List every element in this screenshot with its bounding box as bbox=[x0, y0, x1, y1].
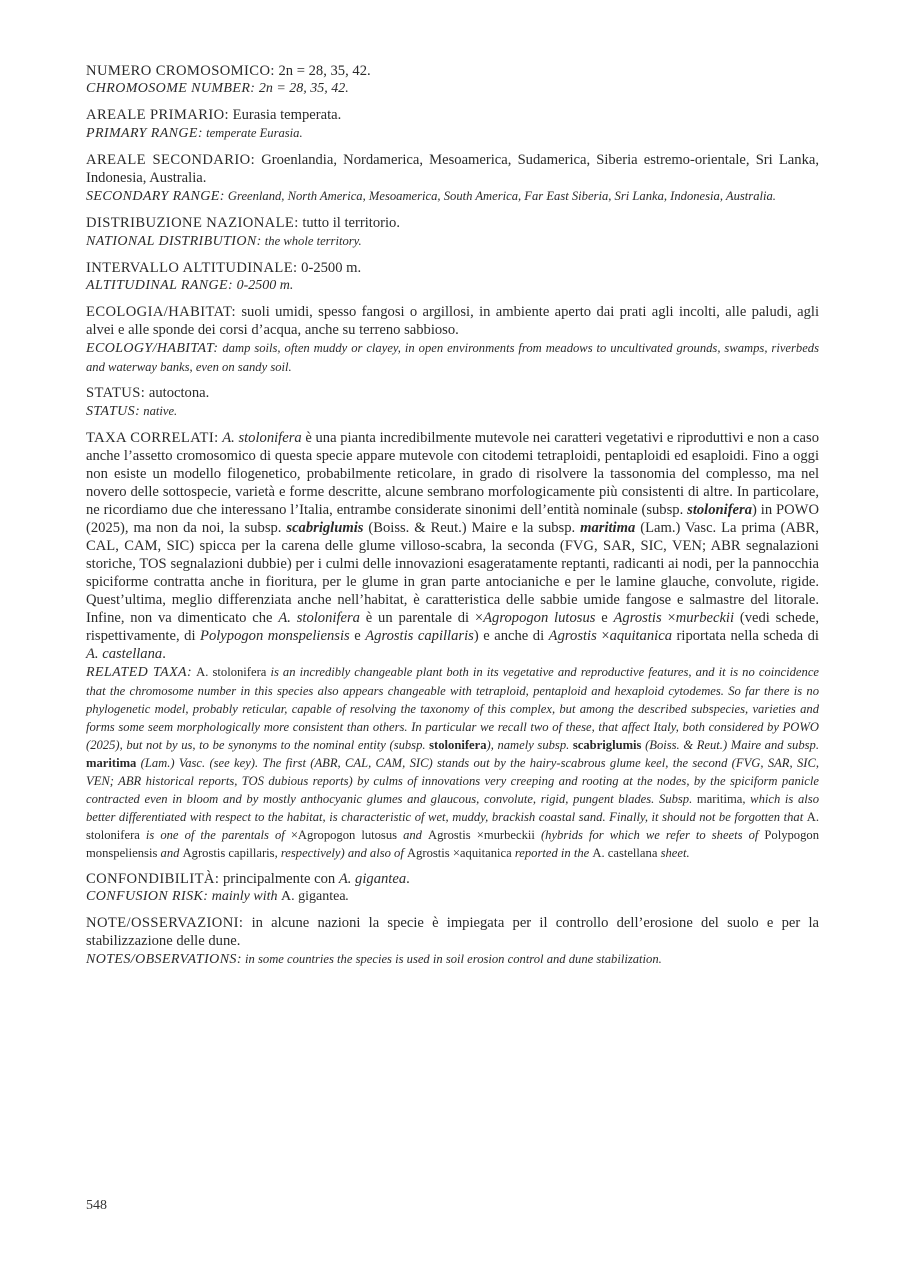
confusion-section bbox=[86, 870, 819, 906]
secondary-it-label: AREALE SECONDARIO: bbox=[86, 152, 256, 168]
related-taxa-en-run: Agrostis ×aquitanica bbox=[407, 846, 512, 860]
confusion-en-label: CONFUSION RISK: bbox=[86, 889, 209, 904]
status-en-text: native. bbox=[140, 404, 178, 418]
related-taxa-it-run: (vedi schede, rispettivamente, di bbox=[86, 610, 819, 644]
related-taxa-it-run: ) in POWO (2025), ma non da noi, la subsp. bbox=[86, 502, 819, 536]
related-taxa-en-run: (Boiss. & Reut.) Maire and subsp. bbox=[641, 738, 819, 752]
related-taxa-it-run: A. castellana bbox=[86, 646, 163, 662]
confusion-it bbox=[86, 870, 819, 888]
related-taxa-it-run: × bbox=[661, 610, 676, 626]
chromosome-en-text: 2n = 28, 35, 42. bbox=[255, 81, 349, 96]
national-it-label: DISTRIBUZIONE NAZIONALE: bbox=[86, 215, 299, 231]
status-en bbox=[86, 402, 819, 421]
notes-en-label: NOTES/OBSERVATIONS: bbox=[86, 952, 242, 967]
related-taxa-it-run: è un parentale di × bbox=[359, 610, 484, 626]
related-taxa-it-run: maritima bbox=[580, 520, 636, 536]
altitude-en-label: ALTITUDINAL RANGE: bbox=[86, 278, 234, 293]
primary-it bbox=[86, 106, 819, 124]
related-taxa-en-run: Agrostis capillaris bbox=[182, 846, 275, 860]
confusion-it-text: principalmente con bbox=[219, 871, 339, 887]
chromosome-it-label: NUMERO CROMOSOMICO: bbox=[86, 63, 275, 79]
notes-en-text: in some countries the species is used in soil erosion control and dune stabilization. bbox=[241, 952, 662, 966]
related-taxa-it-run: ) e anche di bbox=[473, 628, 549, 644]
related-taxa-en-run: maritima bbox=[86, 756, 137, 770]
related-taxa-en-run: and bbox=[157, 846, 183, 860]
related-taxa-en-run: Agrostis ×murbeckii bbox=[428, 828, 535, 842]
ecology-en-text: damp soils, often muddy or clayey, in open environments from meadows to uncultivated grounds, swamps, riverbeds and waterway banks, even on sandy soil. bbox=[86, 341, 819, 374]
related-taxa-en-run: ), namely subsp. bbox=[486, 738, 573, 752]
national-en-label: NATIONAL DISTRIBUTION: bbox=[86, 234, 262, 249]
ecology-it-text: suoli umidi, spesso fangosi o argillosi, in ambiente aperto dai prati agli incolti, alle paludi, agli alvei e alle sponde dei corsi d’acqua, anche su terreno sabbioso. bbox=[86, 304, 819, 338]
secondary-en-label: SECONDARY RANGE: bbox=[86, 189, 225, 204]
ecology-it bbox=[86, 303, 819, 339]
related-taxa-it-run: scabriglumis bbox=[286, 520, 364, 536]
related-taxa-en-run: and bbox=[397, 828, 429, 842]
related-taxa-it-run: Agrostis bbox=[613, 610, 662, 626]
related-taxa-it-run: è una pianta incredibilmente mutevole nei caratteri vegetativi e riproduttivi e non a caso anche l’assetto cromosomico di questa specie appare mutevole con citodemi tetraploidi, pentaploidi ed esaploidi. Fino a oggi non esiste un modello filogenetico, probabilmente reticolare, in grado di risolvere la tassonomia del complesso, ma nel novero delle sottospecie, varietà e forme descritte, alcune sembrano morfologicamente più consistenti di altre. In particolare, ne ricordiamo due che interessano l’Italia, entrambe considerate sinonimi dell’entità nominale (subsp. bbox=[86, 430, 819, 518]
related-taxa-it-run: × bbox=[596, 628, 610, 644]
national-it-text: tutto il territorio. bbox=[298, 215, 401, 231]
related-taxa-it-run: Polypogon monspeliensis bbox=[200, 628, 350, 644]
altitude-it bbox=[86, 259, 819, 277]
national-distribution-section bbox=[86, 214, 819, 251]
primary-en-text: temperate Eurasia. bbox=[202, 126, 303, 140]
status-en-label: STATUS: bbox=[86, 404, 141, 419]
secondary-en bbox=[86, 187, 819, 206]
related-taxa-en-run: (Lam.) Vasc. (see key). The first (ABR, CAL, CAM, SIC) stands out by the hairy-scabrous glume keel, the second (FVG, SAR, SIC, VEN; ABR historical reports, TOS dubious reports) by culms of innovations very creeping and rooting at the nodes, by the spiciform panicle contracted even in bloom and by mostly anthocyanic glumes and glaucous, convolute, rigid, pungent blades. Subsp. bbox=[86, 756, 819, 806]
confusion-it-end: . bbox=[406, 871, 410, 887]
secondary-range-section bbox=[86, 151, 819, 206]
related-taxa-it-run: (Boiss. & Reut.) Maire e la subsp. bbox=[363, 520, 581, 536]
altitude-section bbox=[86, 259, 819, 295]
confusion-it-label: CONFONDIBILITÀ: bbox=[86, 871, 220, 887]
altitude-en-text: 0-2500 m. bbox=[233, 278, 294, 293]
related-taxa-it bbox=[86, 429, 819, 663]
related-taxa-it-run: e bbox=[595, 610, 614, 626]
ecology-it-label: ECOLOGIA/HABITAT: bbox=[86, 304, 237, 320]
national-en bbox=[86, 232, 819, 251]
confusion-en-end: . bbox=[345, 889, 350, 904]
confusion-en-text: mainly with bbox=[208, 889, 282, 904]
related-taxa-it-run: aquitanica bbox=[609, 628, 672, 644]
related-taxa-en-run: maritima bbox=[696, 792, 743, 806]
related-taxa-it-run: A. stolonifera bbox=[278, 610, 360, 626]
status-it bbox=[86, 384, 819, 402]
ecology-section bbox=[86, 303, 819, 376]
notes-it-text: in alcune nazioni la specie è impiegata per il controllo dell’erosione del suolo e per la stabilizzazione delle dune. bbox=[86, 915, 819, 949]
related-taxa-it-run: Agrostis capillaris bbox=[365, 628, 474, 644]
page-content bbox=[86, 62, 819, 977]
related-taxa-section bbox=[86, 429, 819, 862]
altitude-en bbox=[86, 277, 819, 295]
altitude-it-text: 0-2500 m. bbox=[297, 260, 362, 276]
related-taxa-en-run: A. castellana bbox=[592, 846, 658, 860]
related-taxa-en-run: sheet. bbox=[657, 846, 690, 860]
related-taxa-it-run: riportata nella scheda di bbox=[672, 628, 819, 644]
related-taxa-en-run: , respectively) and also of bbox=[274, 846, 407, 860]
secondary-en-text: Greenland, North America, Mesoamerica, South America, Far East Siberia, Sri Lanka, Indonesia, Australia. bbox=[224, 189, 776, 203]
related-taxa-it-run: TAXA CORRELATI: bbox=[86, 430, 219, 446]
related-taxa-en-run: A. stolonifera bbox=[196, 665, 267, 679]
primary-range-section bbox=[86, 106, 819, 143]
related-taxa-en-run: stolonifera bbox=[429, 738, 487, 752]
status-it-label: STATUS: bbox=[86, 385, 146, 401]
related-taxa-en bbox=[86, 663, 819, 862]
related-taxa-it-run: A. stolonifera bbox=[222, 430, 302, 446]
chromosome-section bbox=[86, 62, 819, 98]
chromosome-it-text: 2n = 28, 35, 42. bbox=[274, 63, 371, 79]
notes-it-label: NOTE/OSSERVAZIONI: bbox=[86, 915, 244, 931]
related-taxa-it-run: Agropogon lutosus bbox=[483, 610, 596, 626]
confusion-en bbox=[86, 888, 819, 906]
primary-it-text: Eurasia temperata. bbox=[229, 107, 342, 123]
ecology-en-label: ECOLOGY/HABITAT: bbox=[86, 341, 219, 356]
related-taxa-en-run: Polypogon monspeliensis bbox=[86, 828, 819, 860]
related-taxa-en-run: reported in the bbox=[511, 846, 593, 860]
notes-section bbox=[86, 914, 819, 969]
related-taxa-en-run: , which is also better differentiated with respect to the habitat, is characteristic of wet, muddy, brackish coastal sand. Finally, it should not be forgotten that bbox=[86, 792, 819, 824]
related-taxa-it-run: Agrostis bbox=[548, 628, 597, 644]
chromosome-en-label: CHROMOSOME NUMBER: bbox=[86, 81, 256, 96]
related-taxa-en-run: is one of the parentals of bbox=[139, 828, 291, 842]
primary-it-label: AREALE PRIMARIO: bbox=[86, 107, 230, 123]
page-number: 548 bbox=[86, 1198, 107, 1213]
national-it bbox=[86, 214, 819, 232]
chromosome-en bbox=[86, 80, 819, 98]
related-taxa-en-run: scabriglumis bbox=[572, 738, 642, 752]
related-taxa-it-run: stolonifera bbox=[687, 502, 753, 518]
related-taxa-en-run: (hybrids for which we refer to sheets of bbox=[534, 828, 765, 842]
related-taxa-it-run: (Lam.) Vasc. La prima (ABR, CAL, CAM, SIC) spicca per la carena delle glume villoso-scabra, la seconda (FVG, SAR, SIC, VEN; ABR segnalazioni storiche, TOS segnalazioni dubbie) per i culmi delle innovazioni esageratamente reptanti, radicanti ai nodi, per la pannocchia spiciforme contratta anche in fioritura, per le glume in gran parte antocianiche e per le lamine glauche, convolute, rigide. Quest’ultima, meglio differenziata anche nell’habitat, è caratteristica delle sabbie umide fangose e salmastre del litorale. Infine, non va dimenticato che bbox=[86, 520, 819, 626]
primary-en-label: PRIMARY RANGE: bbox=[86, 126, 203, 141]
notes-it bbox=[86, 914, 819, 950]
related-taxa-it-run: . bbox=[162, 646, 166, 662]
primary-en bbox=[86, 124, 819, 143]
related-taxa-it-run: e bbox=[349, 628, 366, 644]
confusion-en-species: A. gigantea bbox=[281, 889, 346, 904]
ecology-en bbox=[86, 339, 819, 376]
chromosome-it bbox=[86, 62, 819, 80]
related-taxa-en-run: ×Agropogon lutosus bbox=[290, 828, 398, 842]
related-taxa-en-run: is an incredibly changeable plant both in its vegetative and reproductive features, and it is no coincidence that the chromosome number in this species also appears changeable with tetraploid, pentaploid and hexaploid cytodemes. So far there is no phylogenetic model, probably reticular, capable of resolving the taxonomy of this complex, but among the described subspecies, varieties and forms some seem morphologically more consistent than others. In particular we recall two of these, that affect Italy, both considered by POWO (2025), but not by us, to be synonyms to the nominal entity (subsp. bbox=[86, 665, 819, 752]
national-en-text: the whole territory. bbox=[261, 234, 362, 248]
related-taxa-en-run: A. stolonifera bbox=[86, 810, 819, 842]
status-it-text: autoctona. bbox=[145, 385, 210, 401]
status-section bbox=[86, 384, 819, 421]
notes-en bbox=[86, 950, 819, 969]
related-taxa-en-run: RELATED TAXA: bbox=[86, 665, 193, 680]
confusion-it-species: A. gigantea bbox=[338, 871, 407, 887]
altitude-it-label: INTERVALLO ALTITUDINALE: bbox=[86, 260, 298, 276]
secondary-it-text: Groenlandia, Nordamerica, Mesoamerica, Sudamerica, Siberia estremo-orientale, Sri Lanka, Indonesia, Australia. bbox=[86, 152, 820, 186]
related-taxa-it-run: murbeckii bbox=[675, 610, 735, 626]
secondary-it bbox=[86, 151, 819, 187]
